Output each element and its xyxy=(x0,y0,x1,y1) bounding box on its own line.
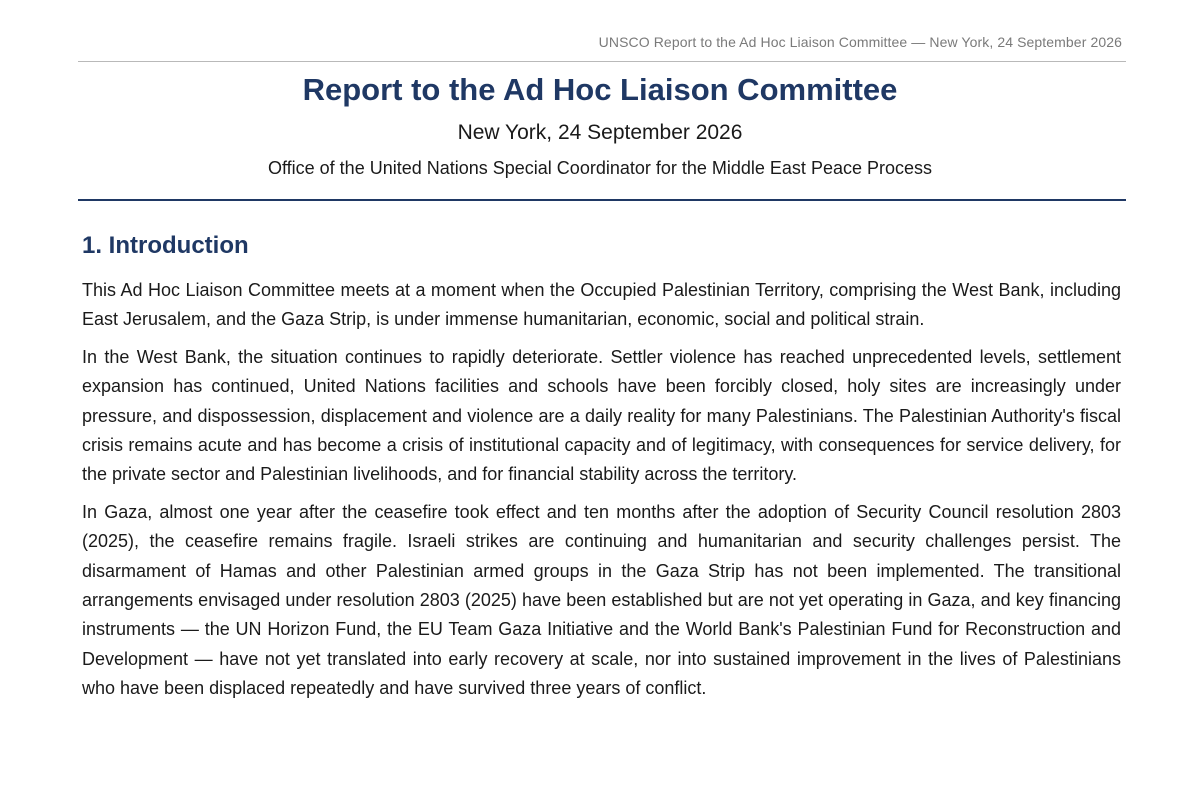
paragraph: In Gaza, almost one year after the ceasefire took effect and ten months after the adoption of Security Council resolution 2803 (2025), the ceasefire remains fragile. Israeli strikes are continuing and humanitarian and security challenges persist. The disarmament of Hamas and other Palestinian armed groups in the Gaza Strip has not been implemented. The transitional arrangements envisaged under resolution 2803 (2025) have been established but are not yet operating in Gaza, and key financing instruments — the UN Horizon Fund, the EU Team Gaza Initiative and the World Bank's Palestinian Fund for Reconstruction and Development — have not yet translated into early recovery at scale, nor into sustained improvement in the lives of Palestinians who have been displaced repeatedly and have survived three years of conflict. xyxy=(82,501,1121,699)
section-body xyxy=(82,276,1121,712)
document-subtitle: New York, 24 September 2026 xyxy=(457,121,743,144)
paragraph: This Ad Hoc Liaison Committee meets at a moment when the Occupied Palestinian Territory, comprising the West Bank, including East Jerusalem, and the Gaza Strip, is under immense humanitarian, economic, social and political strain. xyxy=(82,280,1121,330)
document-title: Report to the Ad Hoc Liaison Committee xyxy=(302,72,898,107)
header-divider xyxy=(78,61,1126,62)
section-heading: 1. Introduction xyxy=(82,232,249,259)
document-office-line: Office of the United Nations Special Coordinator for the Middle East Peace Process xyxy=(267,158,932,178)
paragraph: In the West Bank, the situation continues to rapidly deteriorate. Settler violence has reached unprecedented levels, settlement expansion has continued, United Nations facilities and schools have been forcibly closed, holy sites are increasingly under pressure, and dispossession, displacement and violence are a daily reality for many Palestinians. The Palestinian Authority's fiscal crisis remains acute and has become a crisis of institutional capacity and of legitimacy, with consequences for service delivery, for the private sector and Palestinian livelihoods, and for financial stability across the territory. xyxy=(82,346,1121,485)
title-divider xyxy=(78,199,1126,201)
running-header: UNSCO Report to the Ad Hoc Liaison Committee — New York, 24 September 2026 xyxy=(598,34,1122,50)
